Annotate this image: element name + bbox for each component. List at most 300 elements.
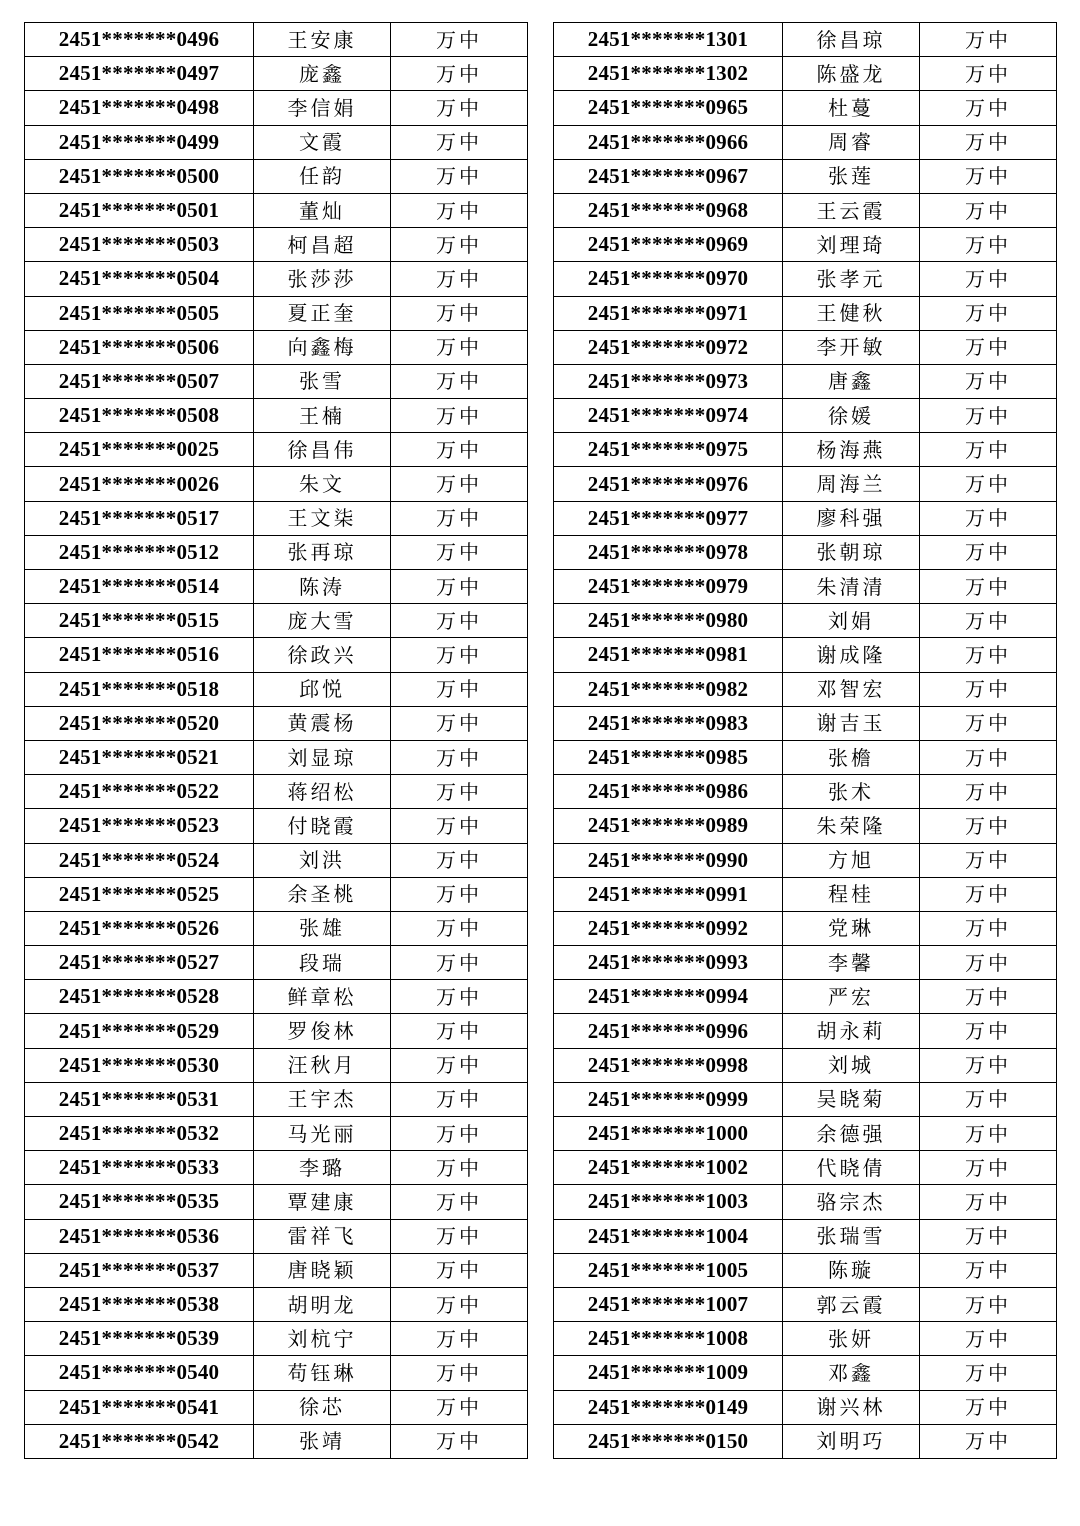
school-cell: 万中	[391, 262, 528, 296]
table-row	[25, 946, 528, 980]
table-row	[25, 1322, 528, 1356]
candidate-name-cell: 代晓倩	[783, 1151, 920, 1185]
school-cell: 万中	[391, 570, 528, 604]
candidate-id-cell: 2451*******0970	[554, 262, 783, 296]
school-cell: 万中	[920, 296, 1057, 330]
candidate-name-cell: 周睿	[783, 125, 920, 159]
table-row	[25, 193, 528, 227]
candidate-id-cell: 2451*******1005	[554, 1253, 783, 1287]
school-cell: 万中	[920, 877, 1057, 911]
school-cell: 万中	[391, 1356, 528, 1390]
candidate-name-cell: 刘明巧	[783, 1424, 920, 1458]
candidate-name-cell: 苟钰琳	[254, 1356, 391, 1390]
school-cell: 万中	[391, 535, 528, 569]
candidate-id-cell: 2451*******0503	[25, 228, 254, 262]
candidate-id-cell: 2451*******0515	[25, 604, 254, 638]
school-cell: 万中	[920, 1219, 1057, 1253]
table-row	[554, 159, 1057, 193]
candidate-id-cell: 2451*******0971	[554, 296, 783, 330]
table-row	[25, 740, 528, 774]
candidate-name-cell: 张再琼	[254, 535, 391, 569]
candidate-id-cell: 2451*******1002	[554, 1151, 783, 1185]
candidate-id-cell: 2451*******0976	[554, 467, 783, 501]
school-cell: 万中	[920, 843, 1057, 877]
table-row	[25, 159, 528, 193]
candidate-id-cell: 2451*******1000	[554, 1117, 783, 1151]
candidate-name-cell: 黄震杨	[254, 706, 391, 740]
school-cell: 万中	[920, 1322, 1057, 1356]
school-cell: 万中	[920, 1151, 1057, 1185]
candidate-id-cell: 2451*******0968	[554, 193, 783, 227]
table-row	[554, 1082, 1057, 1116]
candidate-id-cell: 2451*******0994	[554, 980, 783, 1014]
candidate-id-cell: 2451*******0985	[554, 740, 783, 774]
candidate-id-cell: 2451*******0026	[25, 467, 254, 501]
school-cell: 万中	[391, 193, 528, 227]
table-row	[25, 775, 528, 809]
table-row	[25, 1082, 528, 1116]
table-row	[554, 262, 1057, 296]
candidate-id-cell: 2451*******0517	[25, 501, 254, 535]
candidate-id-cell: 2451*******0992	[554, 911, 783, 945]
table-row	[25, 296, 528, 330]
school-cell: 万中	[391, 296, 528, 330]
school-cell: 万中	[920, 706, 1057, 740]
candidate-id-cell: 2451*******0990	[554, 843, 783, 877]
table-row	[554, 228, 1057, 262]
school-cell: 万中	[391, 1117, 528, 1151]
table-row	[554, 1356, 1057, 1390]
table-row	[25, 433, 528, 467]
candidate-name-cell: 李开敏	[783, 330, 920, 364]
school-cell: 万中	[391, 1424, 528, 1458]
candidate-name-cell: 汪秋月	[254, 1048, 391, 1082]
table-row	[25, 809, 528, 843]
candidate-name-cell: 邓鑫	[783, 1356, 920, 1390]
candidate-name-cell: 罗俊林	[254, 1014, 391, 1048]
candidate-id-cell: 2451*******0993	[554, 946, 783, 980]
candidate-id-cell: 2451*******0538	[25, 1287, 254, 1321]
candidate-id-cell: 2451*******0969	[554, 228, 783, 262]
table-row	[25, 91, 528, 125]
candidate-id-cell: 2451*******0530	[25, 1048, 254, 1082]
table-row	[554, 1048, 1057, 1082]
candidate-name-cell: 胡永莉	[783, 1014, 920, 1048]
candidate-id-cell: 2451*******0521	[25, 740, 254, 774]
table-row	[554, 1424, 1057, 1458]
candidate-name-cell: 周海兰	[783, 467, 920, 501]
candidate-name-cell: 张瑞雪	[783, 1219, 920, 1253]
candidate-name-cell: 段瑞	[254, 946, 391, 980]
school-cell: 万中	[920, 23, 1057, 57]
candidate-name-cell: 徐昌伟	[254, 433, 391, 467]
table-row	[554, 57, 1057, 91]
candidate-name-cell: 张雄	[254, 911, 391, 945]
candidate-name-cell: 马光丽	[254, 1117, 391, 1151]
table-row	[554, 638, 1057, 672]
school-cell: 万中	[391, 1253, 528, 1287]
school-cell: 万中	[920, 1185, 1057, 1219]
school-cell: 万中	[920, 809, 1057, 843]
roster-table-left	[24, 22, 528, 1459]
candidate-id-cell: 2451*******0981	[554, 638, 783, 672]
candidate-name-cell: 党琳	[783, 911, 920, 945]
school-cell: 万中	[920, 57, 1057, 91]
school-cell: 万中	[391, 706, 528, 740]
school-cell: 万中	[391, 638, 528, 672]
candidate-id-cell: 2451*******0499	[25, 125, 254, 159]
candidate-id-cell: 2451*******0986	[554, 775, 783, 809]
table-row	[25, 330, 528, 364]
school-cell: 万中	[920, 1082, 1057, 1116]
table-row	[554, 809, 1057, 843]
candidate-name-cell: 徐昌琼	[783, 23, 920, 57]
candidate-id-cell: 2451*******0522	[25, 775, 254, 809]
candidate-name-cell: 李璐	[254, 1151, 391, 1185]
candidate-id-cell: 2451*******0978	[554, 535, 783, 569]
roster-table-left-body	[25, 23, 528, 1459]
school-cell: 万中	[391, 159, 528, 193]
school-cell: 万中	[391, 1322, 528, 1356]
candidate-name-cell: 徐媛	[783, 399, 920, 433]
candidate-id-cell: 2451*******0512	[25, 535, 254, 569]
school-cell: 万中	[920, 672, 1057, 706]
table-row	[554, 399, 1057, 433]
table-row	[554, 23, 1057, 57]
school-cell: 万中	[391, 980, 528, 1014]
table-row	[554, 775, 1057, 809]
candidate-name-cell: 骆宗杰	[783, 1185, 920, 1219]
table-row	[554, 1322, 1057, 1356]
candidate-name-cell: 唐鑫	[783, 364, 920, 398]
table-row	[25, 1048, 528, 1082]
table-row	[25, 843, 528, 877]
candidate-id-cell: 2451*******0496	[25, 23, 254, 57]
table-row	[25, 262, 528, 296]
table-row	[554, 843, 1057, 877]
candidate-name-cell: 陈涛	[254, 570, 391, 604]
candidate-name-cell: 张雪	[254, 364, 391, 398]
candidate-name-cell: 雷祥飞	[254, 1219, 391, 1253]
candidate-id-cell: 2451*******0497	[25, 57, 254, 91]
table-row	[554, 570, 1057, 604]
candidate-id-cell: 2451*******0498	[25, 91, 254, 125]
school-cell: 万中	[920, 1048, 1057, 1082]
school-cell: 万中	[391, 604, 528, 638]
candidate-name-cell: 王安康	[254, 23, 391, 57]
school-cell: 万中	[391, 672, 528, 706]
school-cell: 万中	[391, 877, 528, 911]
table-row	[554, 1117, 1057, 1151]
school-cell: 万中	[920, 125, 1057, 159]
candidate-name-cell: 王楠	[254, 399, 391, 433]
school-cell: 万中	[920, 1253, 1057, 1287]
table-row	[25, 467, 528, 501]
candidate-name-cell: 文霞	[254, 125, 391, 159]
school-cell: 万中	[920, 501, 1057, 535]
table-row	[554, 946, 1057, 980]
candidate-id-cell: 2451*******0527	[25, 946, 254, 980]
candidate-id-cell: 2451*******0542	[25, 1424, 254, 1458]
candidate-id-cell: 2451*******0973	[554, 364, 783, 398]
candidate-id-cell: 2451*******0977	[554, 501, 783, 535]
candidate-id-cell: 2451*******0524	[25, 843, 254, 877]
candidate-name-cell: 张术	[783, 775, 920, 809]
candidate-name-cell: 唐晓颖	[254, 1253, 391, 1287]
school-cell: 万中	[920, 91, 1057, 125]
candidate-id-cell: 2451*******0982	[554, 672, 783, 706]
table-row	[554, 980, 1057, 1014]
school-cell: 万中	[920, 193, 1057, 227]
table-row	[25, 706, 528, 740]
candidate-name-cell: 陈盛龙	[783, 57, 920, 91]
table-row	[25, 535, 528, 569]
candidate-id-cell: 2451*******0533	[25, 1151, 254, 1185]
table-row	[554, 1185, 1057, 1219]
candidate-id-cell: 2451*******0150	[554, 1424, 783, 1458]
table-row	[554, 330, 1057, 364]
school-cell: 万中	[391, 228, 528, 262]
table-row	[25, 1424, 528, 1458]
school-cell: 万中	[391, 1151, 528, 1185]
candidate-name-cell: 刘娟	[783, 604, 920, 638]
candidate-name-cell: 徐芯	[254, 1390, 391, 1424]
school-cell: 万中	[391, 911, 528, 945]
school-cell: 万中	[920, 980, 1057, 1014]
school-cell: 万中	[920, 911, 1057, 945]
candidate-name-cell: 余德强	[783, 1117, 920, 1151]
candidate-name-cell: 张檐	[783, 740, 920, 774]
candidate-id-cell: 2451*******0999	[554, 1082, 783, 1116]
table-row	[25, 638, 528, 672]
candidate-id-cell: 2451*******0528	[25, 980, 254, 1014]
candidate-id-cell: 2451*******0537	[25, 1253, 254, 1287]
candidate-name-cell: 廖科强	[783, 501, 920, 535]
candidate-name-cell: 方旭	[783, 843, 920, 877]
candidate-id-cell: 2451*******0539	[25, 1322, 254, 1356]
table-row	[25, 1287, 528, 1321]
table-row	[25, 23, 528, 57]
school-cell: 万中	[391, 1287, 528, 1321]
school-cell: 万中	[391, 809, 528, 843]
school-cell: 万中	[920, 775, 1057, 809]
table-row	[25, 672, 528, 706]
school-cell: 万中	[391, 23, 528, 57]
school-cell: 万中	[920, 159, 1057, 193]
candidate-id-cell: 2451*******0514	[25, 570, 254, 604]
school-cell: 万中	[391, 740, 528, 774]
school-cell: 万中	[391, 1390, 528, 1424]
candidate-id-cell: 2451*******0965	[554, 91, 783, 125]
table-row	[554, 433, 1057, 467]
table-row	[554, 1287, 1057, 1321]
candidate-name-cell: 王健秋	[783, 296, 920, 330]
candidate-name-cell: 庞大雪	[254, 604, 391, 638]
table-row	[25, 125, 528, 159]
candidate-id-cell: 2451*******0507	[25, 364, 254, 398]
candidate-id-cell: 2451*******1003	[554, 1185, 783, 1219]
table-row	[554, 1253, 1057, 1287]
candidate-id-cell: 2451*******0541	[25, 1390, 254, 1424]
candidate-id-cell: 2451*******0535	[25, 1185, 254, 1219]
candidate-name-cell: 刘杭宁	[254, 1322, 391, 1356]
school-cell: 万中	[391, 57, 528, 91]
candidate-name-cell: 谢成隆	[783, 638, 920, 672]
candidate-name-cell: 董灿	[254, 193, 391, 227]
candidate-id-cell: 2451*******0998	[554, 1048, 783, 1082]
candidate-name-cell: 朱荣隆	[783, 809, 920, 843]
table-row	[554, 1151, 1057, 1185]
school-cell: 万中	[391, 1185, 528, 1219]
candidate-name-cell: 蒋绍松	[254, 775, 391, 809]
school-cell: 万中	[391, 399, 528, 433]
candidate-id-cell: 2451*******1009	[554, 1356, 783, 1390]
school-cell: 万中	[391, 1219, 528, 1253]
school-cell: 万中	[391, 125, 528, 159]
school-cell: 万中	[920, 535, 1057, 569]
candidate-name-cell: 鲜章松	[254, 980, 391, 1014]
candidate-id-cell: 2451*******0975	[554, 433, 783, 467]
table-row	[554, 1390, 1057, 1424]
candidate-name-cell: 朱清清	[783, 570, 920, 604]
school-cell: 万中	[920, 638, 1057, 672]
school-cell: 万中	[391, 433, 528, 467]
school-cell: 万中	[391, 364, 528, 398]
candidate-name-cell: 张靖	[254, 1424, 391, 1458]
candidate-id-cell: 2451*******0525	[25, 877, 254, 911]
candidate-id-cell: 2451*******0505	[25, 296, 254, 330]
candidate-id-cell: 2451*******0974	[554, 399, 783, 433]
table-row	[25, 57, 528, 91]
candidate-name-cell: 张莲	[783, 159, 920, 193]
table-row	[25, 1014, 528, 1048]
table-row	[554, 193, 1057, 227]
candidate-id-cell: 2451*******1302	[554, 57, 783, 91]
table-row	[25, 1390, 528, 1424]
candidate-name-cell: 张妍	[783, 1322, 920, 1356]
table-row	[554, 364, 1057, 398]
candidate-name-cell: 余圣桃	[254, 877, 391, 911]
school-cell: 万中	[391, 467, 528, 501]
candidate-name-cell: 谢吉玉	[783, 706, 920, 740]
table-row	[554, 535, 1057, 569]
table-row	[25, 604, 528, 638]
candidate-name-cell: 吴晓菊	[783, 1082, 920, 1116]
candidate-id-cell: 2451*******0980	[554, 604, 783, 638]
candidate-id-cell: 2451*******0516	[25, 638, 254, 672]
candidate-name-cell: 张孝元	[783, 262, 920, 296]
candidate-id-cell: 2451*******0991	[554, 877, 783, 911]
school-cell: 万中	[920, 570, 1057, 604]
school-cell: 万中	[920, 1014, 1057, 1048]
table-row	[25, 1356, 528, 1390]
candidate-name-cell: 郭云霞	[783, 1287, 920, 1321]
candidate-id-cell: 2451*******0966	[554, 125, 783, 159]
school-cell: 万中	[391, 843, 528, 877]
candidate-name-cell: 杜蔓	[783, 91, 920, 125]
candidate-id-cell: 2451*******0529	[25, 1014, 254, 1048]
candidate-name-cell: 谢兴林	[783, 1390, 920, 1424]
candidate-name-cell: 张朝琼	[783, 535, 920, 569]
school-cell: 万中	[391, 501, 528, 535]
candidate-id-cell: 2451*******0025	[25, 433, 254, 467]
table-row	[554, 604, 1057, 638]
candidate-id-cell: 2451*******1301	[554, 23, 783, 57]
school-cell: 万中	[391, 1014, 528, 1048]
school-cell: 万中	[920, 228, 1057, 262]
school-cell: 万中	[920, 1424, 1057, 1458]
table-row	[554, 296, 1057, 330]
candidate-id-cell: 2451*******0996	[554, 1014, 783, 1048]
table-row	[25, 877, 528, 911]
table-row	[25, 911, 528, 945]
school-cell: 万中	[920, 604, 1057, 638]
candidate-id-cell: 2451*******0979	[554, 570, 783, 604]
candidate-name-cell: 程桂	[783, 877, 920, 911]
candidate-id-cell: 2451*******0989	[554, 809, 783, 843]
candidate-name-cell: 刘洪	[254, 843, 391, 877]
candidate-name-cell: 陈璇	[783, 1253, 920, 1287]
candidate-id-cell: 2451*******0967	[554, 159, 783, 193]
table-row	[25, 501, 528, 535]
candidate-id-cell: 2451*******0536	[25, 1219, 254, 1253]
school-cell: 万中	[920, 1356, 1057, 1390]
school-cell: 万中	[920, 1390, 1057, 1424]
candidate-name-cell: 邓智宏	[783, 672, 920, 706]
school-cell: 万中	[391, 1082, 528, 1116]
candidate-name-cell: 胡明龙	[254, 1287, 391, 1321]
school-cell: 万中	[391, 946, 528, 980]
candidate-id-cell: 2451*******0531	[25, 1082, 254, 1116]
candidate-id-cell: 2451*******0983	[554, 706, 783, 740]
candidate-name-cell: 覃建康	[254, 1185, 391, 1219]
candidate-id-cell: 2451*******1004	[554, 1219, 783, 1253]
table-row	[554, 1219, 1057, 1253]
candidate-name-cell: 刘理琦	[783, 228, 920, 262]
candidate-id-cell: 2451*******0500	[25, 159, 254, 193]
candidate-name-cell: 邱悦	[254, 672, 391, 706]
candidate-name-cell: 李信娟	[254, 91, 391, 125]
candidate-id-cell: 2451*******0504	[25, 262, 254, 296]
candidate-name-cell: 付晓霞	[254, 809, 391, 843]
school-cell: 万中	[391, 775, 528, 809]
table-row	[554, 467, 1057, 501]
candidate-name-cell: 王文柒	[254, 501, 391, 535]
table-row	[25, 399, 528, 433]
table-row	[25, 1253, 528, 1287]
candidate-name-cell: 王宇杰	[254, 1082, 391, 1116]
table-row	[554, 706, 1057, 740]
candidate-id-cell: 2451*******0149	[554, 1390, 783, 1424]
candidate-name-cell: 严宏	[783, 980, 920, 1014]
candidate-name-cell: 张莎莎	[254, 262, 391, 296]
table-row	[554, 125, 1057, 159]
candidate-name-cell: 李馨	[783, 946, 920, 980]
candidate-id-cell: 2451*******0520	[25, 706, 254, 740]
table-row	[25, 980, 528, 1014]
table-row	[25, 1219, 528, 1253]
candidate-id-cell: 2451*******1007	[554, 1287, 783, 1321]
table-row	[554, 672, 1057, 706]
school-cell: 万中	[920, 330, 1057, 364]
candidate-id-cell: 2451*******0508	[25, 399, 254, 433]
candidate-id-cell: 2451*******0540	[25, 1356, 254, 1390]
school-cell: 万中	[920, 1287, 1057, 1321]
roster-table-right	[553, 22, 1057, 1459]
school-cell: 万中	[920, 1117, 1057, 1151]
candidate-id-cell: 2451*******0523	[25, 809, 254, 843]
candidate-name-cell: 王云霞	[783, 193, 920, 227]
